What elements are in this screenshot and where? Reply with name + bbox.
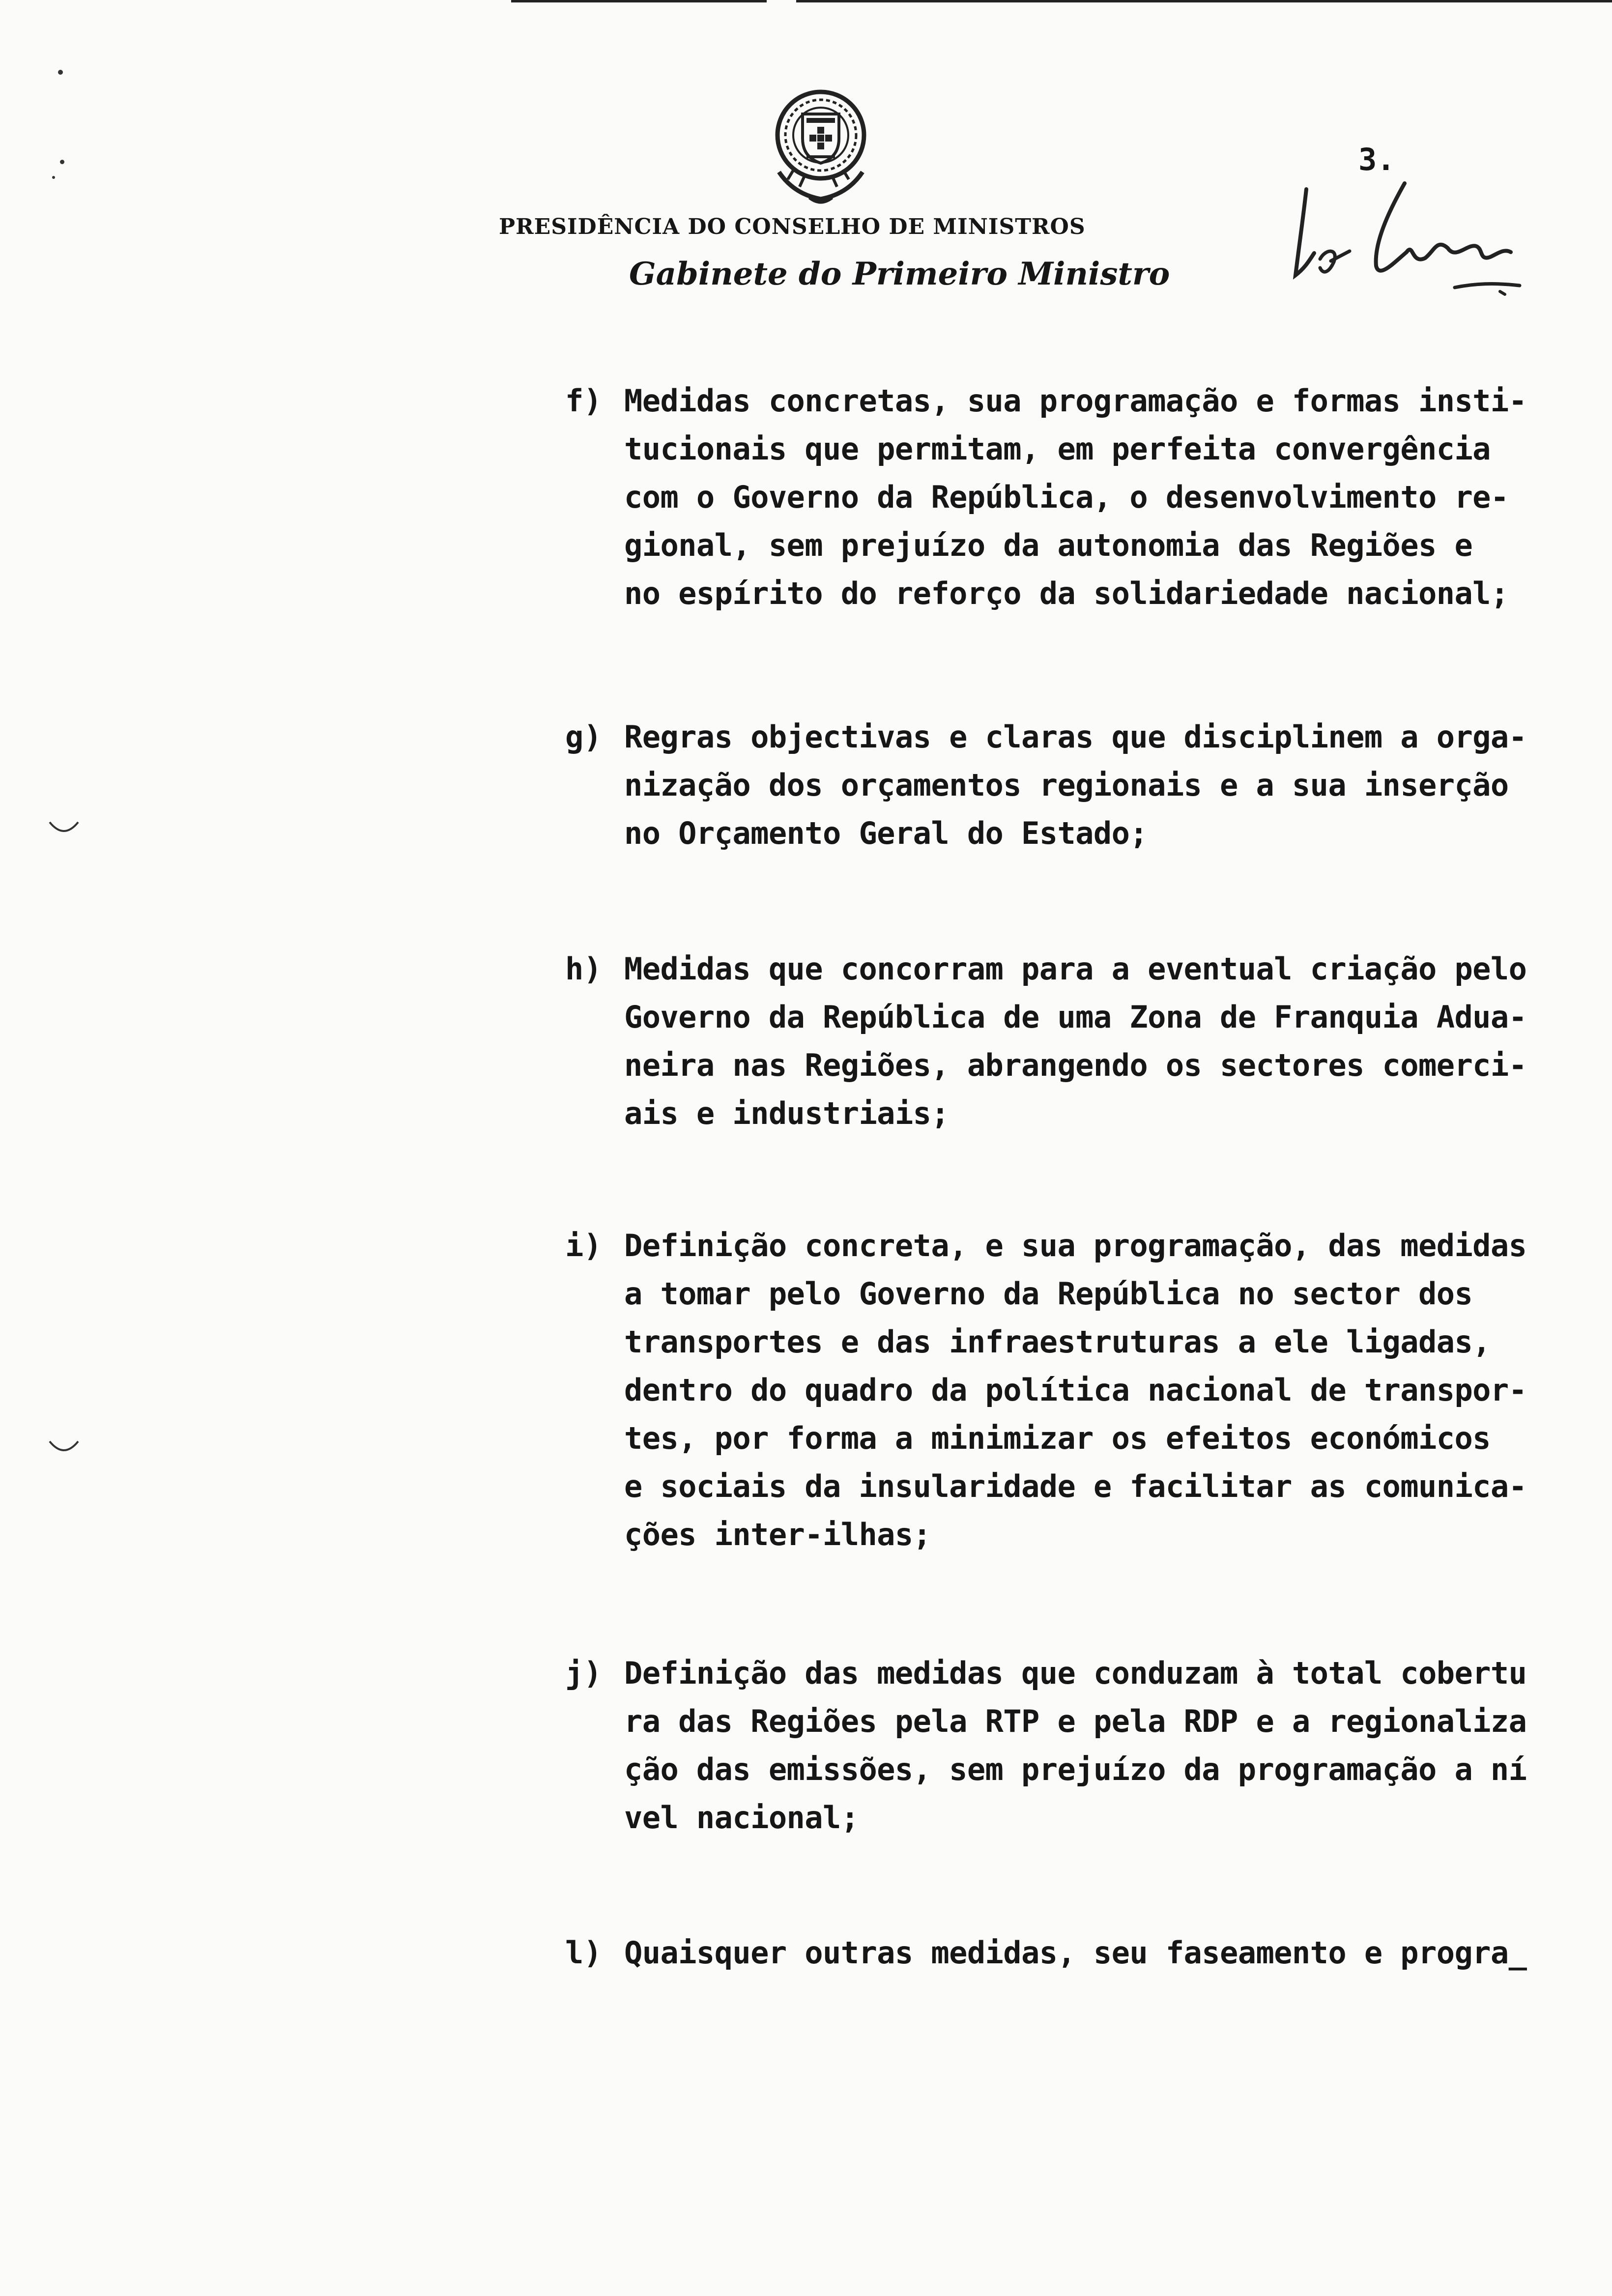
scan-speck xyxy=(58,70,63,75)
top-rule-left xyxy=(511,0,767,2)
item-text: Medidas que concorram para a eventual criação pelo Governo da República de uma Zona de Franquia Adua- neira nas Regiões, abrangendo os sectores comerci- ais e industriais; xyxy=(624,951,1527,1131)
item-text: Definição das medidas que conduzam à total cobertu ra das Regiões pela RTP e pela RDP e a regionaliza ção das emissões, sem prejuízo da programação a ní vel nacional; xyxy=(624,1655,1527,1836)
top-rule-right xyxy=(796,0,1612,2)
scan-speck xyxy=(60,160,64,164)
item-letter: i) xyxy=(565,1228,602,1263)
item-text: Regras objectivas e claras que disciplinem a orga- nização dos orçamentos regionais e a sua inserção no Orçamento Geral do Estado; xyxy=(624,719,1527,851)
item-letter: j) xyxy=(565,1655,602,1691)
item-text: Medidas concretas, sua programação e formas insti- tucionais que permitam, em perfeita convergência com o Governo da República, o desenvolvimento re- gional, sem prejuízo da autonomia das Regiões e no espírito do reforço da solidariedade nacional; xyxy=(624,383,1527,611)
handwritten-signature-icon xyxy=(1278,170,1533,307)
punch-hole-mark xyxy=(47,1437,81,1457)
institution-title: PRESIDÊNCIA DO CONSELHO DE MINISTROS xyxy=(499,214,1086,239)
item-text: Definição concreta, e sua programação, das medidas a tomar pelo Governo da República no sector dos transportes e das infraestruturas a ele ligadas, dentro do quadro da política nacional de transpor- tes, por forma a minimizar os efeitos económicos e sociais da insularidade e facilitar as comunica- ções inter-ilhas; xyxy=(624,1228,1527,1552)
page-number: 3. xyxy=(1358,142,1395,177)
item-letter: f) xyxy=(565,383,602,419)
item-letter: g) xyxy=(565,719,602,755)
item-letter: l) xyxy=(565,1935,602,1971)
item-letter: h) xyxy=(565,951,602,987)
punch-hole-mark xyxy=(47,818,81,838)
scan-speck xyxy=(52,176,55,179)
portuguese-coat-of-arms-icon xyxy=(764,84,877,206)
item-text: Quaisquer outras medidas, seu faseamento e progra_ xyxy=(624,1935,1527,1971)
cabinet-subtitle: Gabinete do Primeiro Ministro xyxy=(629,256,1170,292)
